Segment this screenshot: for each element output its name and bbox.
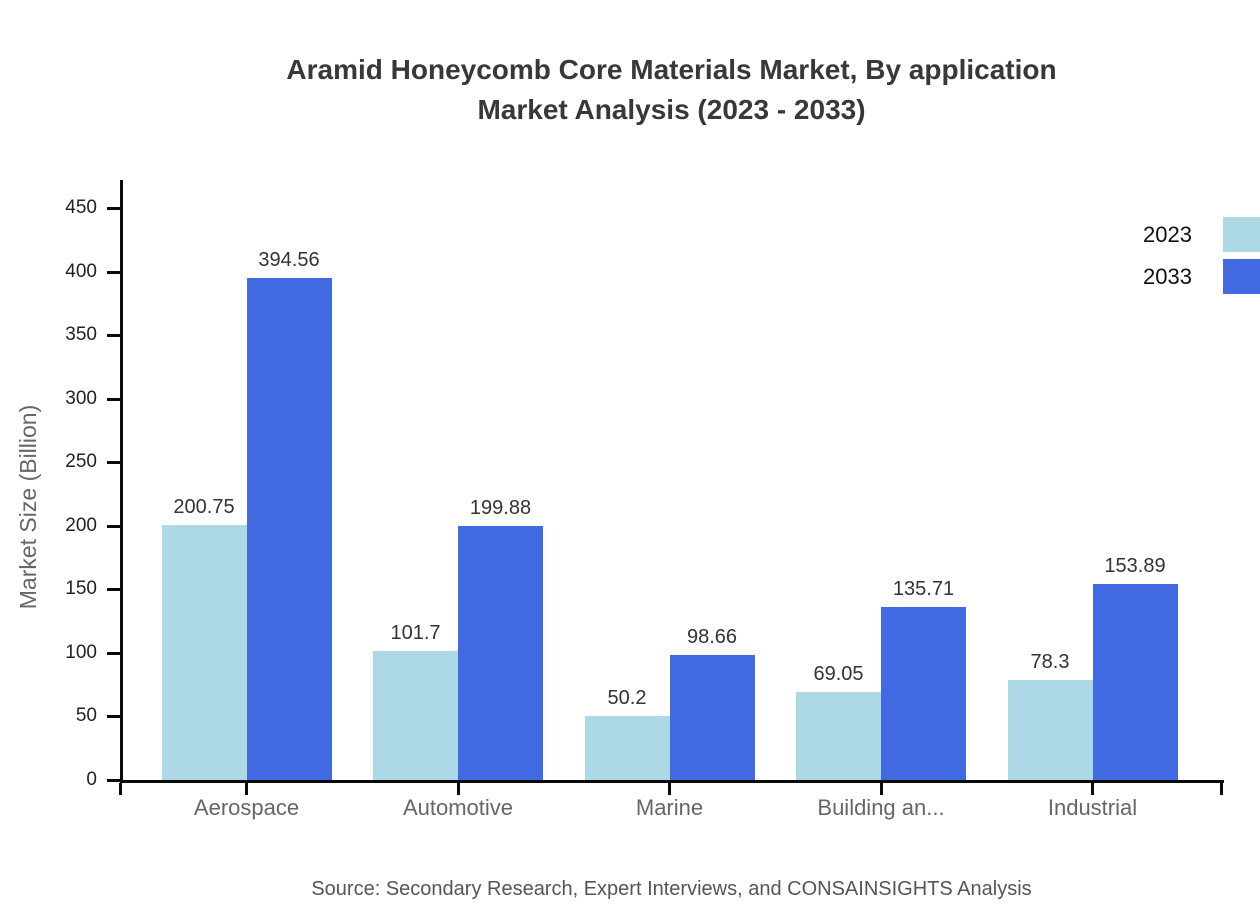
y-axis-tick — [107, 398, 120, 401]
y-axis-tick-label: 400 — [65, 260, 97, 282]
x-axis-category-label: Automotive — [402, 795, 514, 820]
chart-title — [120, 50, 1223, 130]
x-axis-category-label: Aerospace — [193, 795, 300, 820]
chart-title-line1: Aramid Honeycomb Core Materials Market, By application — [286, 54, 1057, 85]
y-axis-tick-label: 0 — [86, 769, 97, 790]
source-note: Source: Secondary Research, Expert Interviews, and CONSAINSIGHTS Analysis — [311, 878, 1032, 900]
y-axis-tick — [107, 588, 120, 591]
x-axis-tick — [245, 783, 248, 795]
x-axis-line — [120, 780, 1224, 783]
y-axis-tick-label: 100 — [65, 641, 97, 663]
x-axis-category-label: Marine — [635, 795, 704, 820]
bar-2033-automotive — [458, 526, 543, 780]
y-axis-tick — [107, 715, 120, 718]
y-axis-tick — [107, 461, 120, 464]
x-axis-tick — [119, 783, 122, 795]
y-axis-tick — [107, 652, 120, 655]
bar-value-label: 69.05 — [813, 663, 864, 686]
y-axis-tick — [107, 779, 120, 782]
y-axis-tick — [107, 525, 120, 528]
bar-2023-automotive — [373, 651, 458, 780]
y-axis-line — [120, 180, 123, 783]
y-axis-tick — [107, 207, 120, 210]
bar-value-label: 394.56 — [258, 249, 320, 272]
x-axis-category-label: Building an... — [817, 795, 945, 820]
bar-2023-aerospace — [162, 525, 247, 780]
bar-2033-marine — [670, 655, 755, 780]
legend-swatch-icon — [1223, 259, 1260, 294]
legend-item-2033 — [1143, 259, 1260, 294]
bar-2033-building-an- — [881, 607, 966, 780]
y-axis-title: Market Size (Billion) — [15, 404, 41, 610]
x-axis-tick — [1220, 783, 1223, 795]
bar-2023-building-an- — [796, 692, 881, 780]
y-axis-tick-label: 350 — [65, 324, 97, 346]
legend-label: 2033 — [1143, 263, 1192, 289]
bar-value-label: 200.75 — [173, 495, 235, 518]
bar-value-label: 50.2 — [607, 687, 647, 710]
bar-2033-industrial — [1093, 584, 1178, 780]
x-axis-tick — [880, 783, 883, 795]
chart-title-line2: Market Analysis (2023 - 2033) — [477, 94, 866, 125]
bar-value-label: 98.66 — [686, 625, 738, 648]
y-axis-tick-label: 200 — [65, 514, 97, 536]
bar-value-label: 135.71 — [892, 578, 955, 601]
bar-value-label: 78.3 — [1030, 651, 1070, 674]
x-axis-category-label: Industrial — [1047, 795, 1138, 820]
y-axis-tick — [107, 271, 120, 274]
bar-value-label: 101.7 — [390, 621, 441, 644]
bar-2023-industrial — [1008, 680, 1093, 780]
bar-2023-marine — [585, 716, 670, 780]
y-axis-tick-label: 250 — [65, 451, 97, 473]
bar-value-label: 153.89 — [1104, 555, 1166, 578]
y-axis-tick — [107, 334, 120, 337]
y-axis-tick-label: 150 — [65, 578, 97, 600]
x-axis-tick — [1091, 783, 1094, 795]
y-axis-tick-label: 300 — [65, 387, 97, 409]
x-axis-tick — [457, 783, 460, 795]
y-axis-tick-label: 50 — [75, 705, 97, 727]
legend-swatch-icon — [1223, 217, 1260, 252]
legend-item-2023 — [1143, 217, 1260, 252]
x-axis-tick — [668, 783, 671, 795]
legend-label: 2023 — [1143, 221, 1192, 247]
y-axis-tick-label: 450 — [65, 196, 97, 218]
bar-2033-aerospace — [247, 278, 332, 780]
legend — [1143, 217, 1260, 301]
bar-value-label: 199.88 — [469, 496, 532, 519]
